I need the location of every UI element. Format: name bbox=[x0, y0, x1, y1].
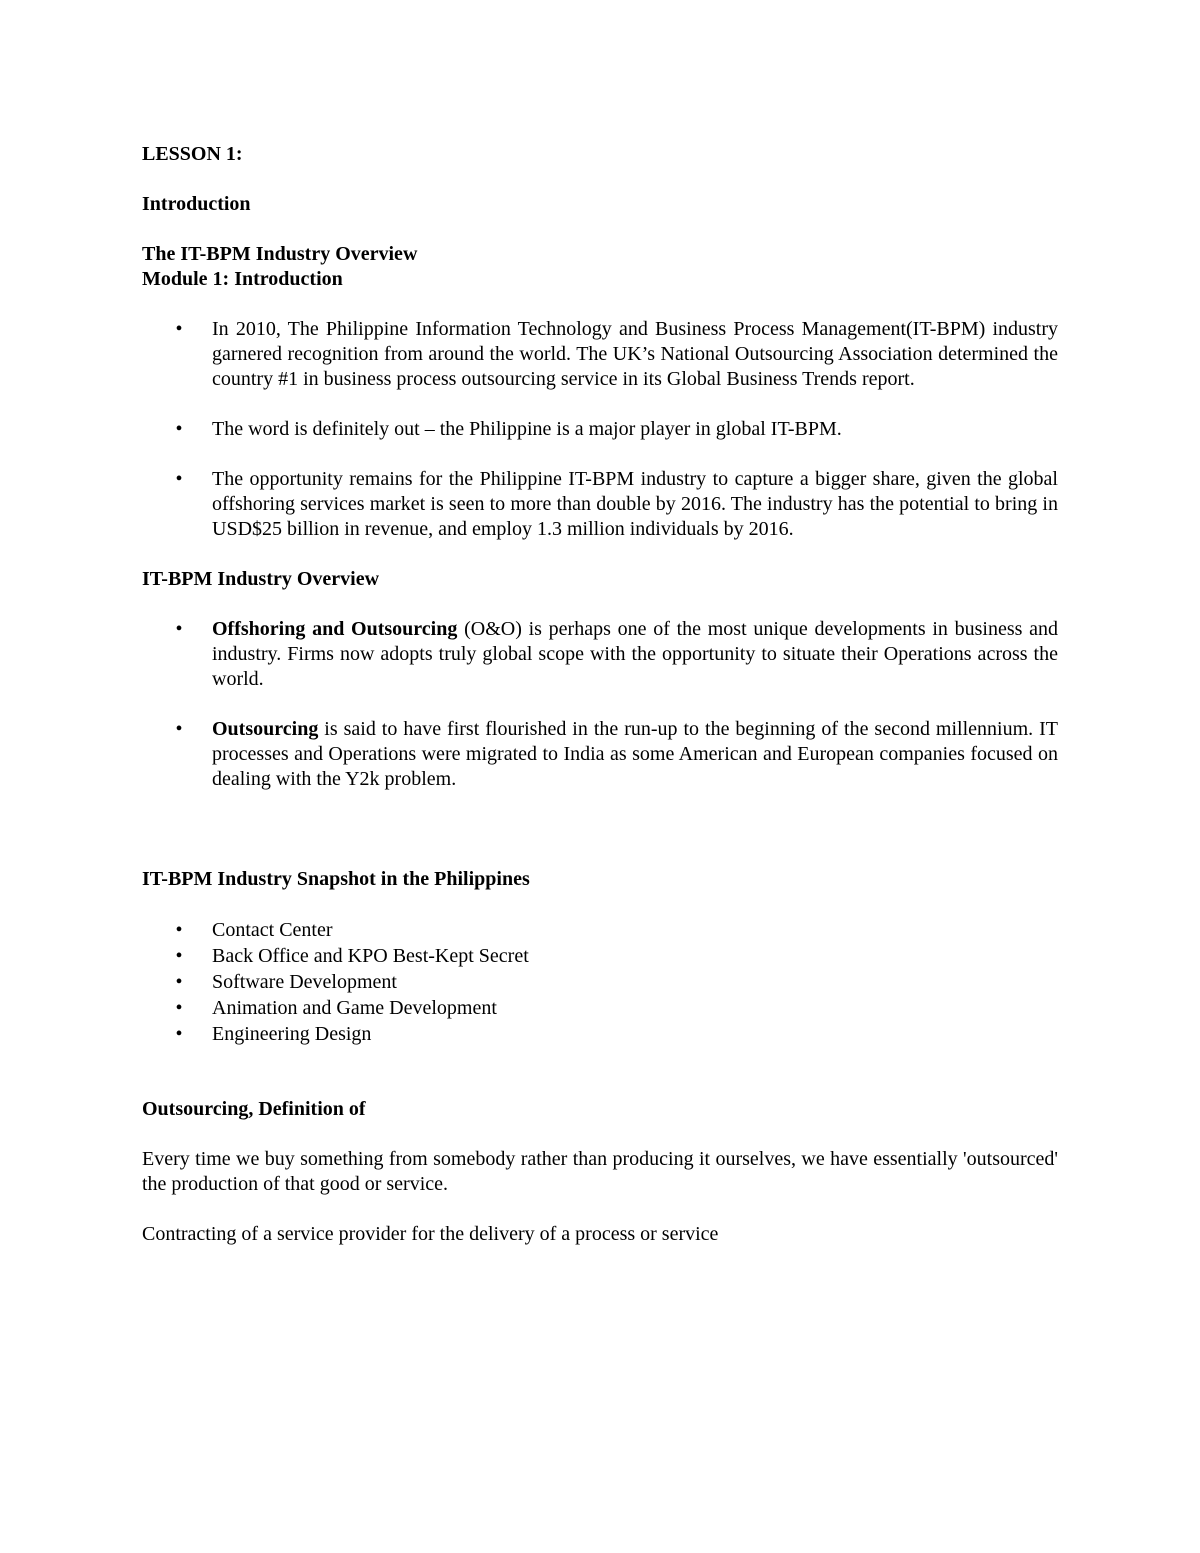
bullet-icon: • bbox=[175, 418, 183, 440]
definition-paragraph: Every time we buy something from somebody rather than producing it ourselves, we have essentially 'outsourced' the production of that good or service. bbox=[142, 1148, 1058, 1195]
module-heading: Module 1: Introduction bbox=[142, 268, 343, 290]
bullet-icon: • bbox=[175, 1023, 183, 1045]
industry-overview-heading: IT-BPM Industry Overview bbox=[142, 568, 380, 590]
bullet-icon: • bbox=[175, 718, 183, 740]
list-item bbox=[142, 943, 1058, 969]
definition-heading: Outsourcing, Definition of bbox=[142, 1098, 366, 1120]
bullet-icon: • bbox=[175, 919, 183, 941]
snapshot-item: Engineering Design bbox=[212, 1023, 372, 1045]
lesson-title: LESSON 1: bbox=[142, 143, 243, 165]
bullet-icon: • bbox=[175, 997, 183, 1019]
snapshot-item: Back Office and KPO Best-Kept Secret bbox=[212, 945, 529, 967]
list-item bbox=[142, 917, 1058, 943]
snapshot-item: Animation and Game Development bbox=[212, 997, 497, 1019]
list-item bbox=[142, 417, 1058, 442]
bullet-text: (O&O) is perhaps one of the most unique developments in business and industry. Firms now adopts truly global scope with the opportunity to situate their Operations across the world. bbox=[212, 618, 1059, 690]
bullet-icon: • bbox=[175, 618, 183, 640]
list-item bbox=[142, 995, 1058, 1021]
bullet-bold-term: Offshoring and Outsourcing bbox=[212, 618, 458, 640]
list-item bbox=[142, 717, 1058, 792]
list-item bbox=[142, 1021, 1058, 1047]
list-item bbox=[142, 317, 1058, 392]
intro-heading: Introduction bbox=[142, 193, 251, 215]
bullet-bold-term: Outsourcing bbox=[212, 718, 319, 740]
bullet-text: The word is definitely out – the Philippine is a major player in global IT-BPM. bbox=[212, 418, 842, 440]
module-bullet-list bbox=[142, 317, 1058, 542]
bullet-icon: • bbox=[175, 945, 183, 967]
overview-heading: The IT-BPM Industry Overview bbox=[142, 243, 418, 265]
list-item bbox=[142, 617, 1058, 692]
definition-paragraph: Contracting of a service provider for the delivery of a process or service bbox=[142, 1223, 719, 1245]
bullet-text: is said to have first flourished in the run-up to the beginning of the second millennium. IT processes and Operations were migrated to India as some American and European companies focused on dealing with the Y2k problem. bbox=[212, 718, 1058, 790]
list-item bbox=[142, 467, 1058, 542]
snapshot-heading: IT-BPM Industry Snapshot in the Philippines bbox=[142, 868, 530, 890]
snapshot-item: Contact Center bbox=[212, 919, 333, 941]
snapshot-list bbox=[142, 917, 1058, 1047]
bullet-text: In 2010, The Philippine Information Technology and Business Process Management(IT-BPM) industry garnered recognition from around the world. The UK’s National Outsourcing Association determined the country #1 in business process outsourcing service in its Global Business Trends report. bbox=[212, 318, 1058, 390]
list-item bbox=[142, 969, 1058, 995]
industry-overview-list bbox=[142, 617, 1058, 792]
snapshot-item: Software Development bbox=[212, 971, 397, 993]
bullet-icon: • bbox=[175, 468, 183, 490]
document-page bbox=[142, 142, 1058, 1247]
bullet-icon: • bbox=[175, 318, 183, 340]
bullet-icon: • bbox=[175, 971, 183, 993]
bullet-text: The opportunity remains for the Philippine IT-BPM industry to capture a bigger share, given the global offshoring services market is seen to more than double by 2016. The industry has the potential to bring in USD$25 billion in revenue, and employ 1.3 million individuals by 2016. bbox=[212, 468, 1058, 540]
